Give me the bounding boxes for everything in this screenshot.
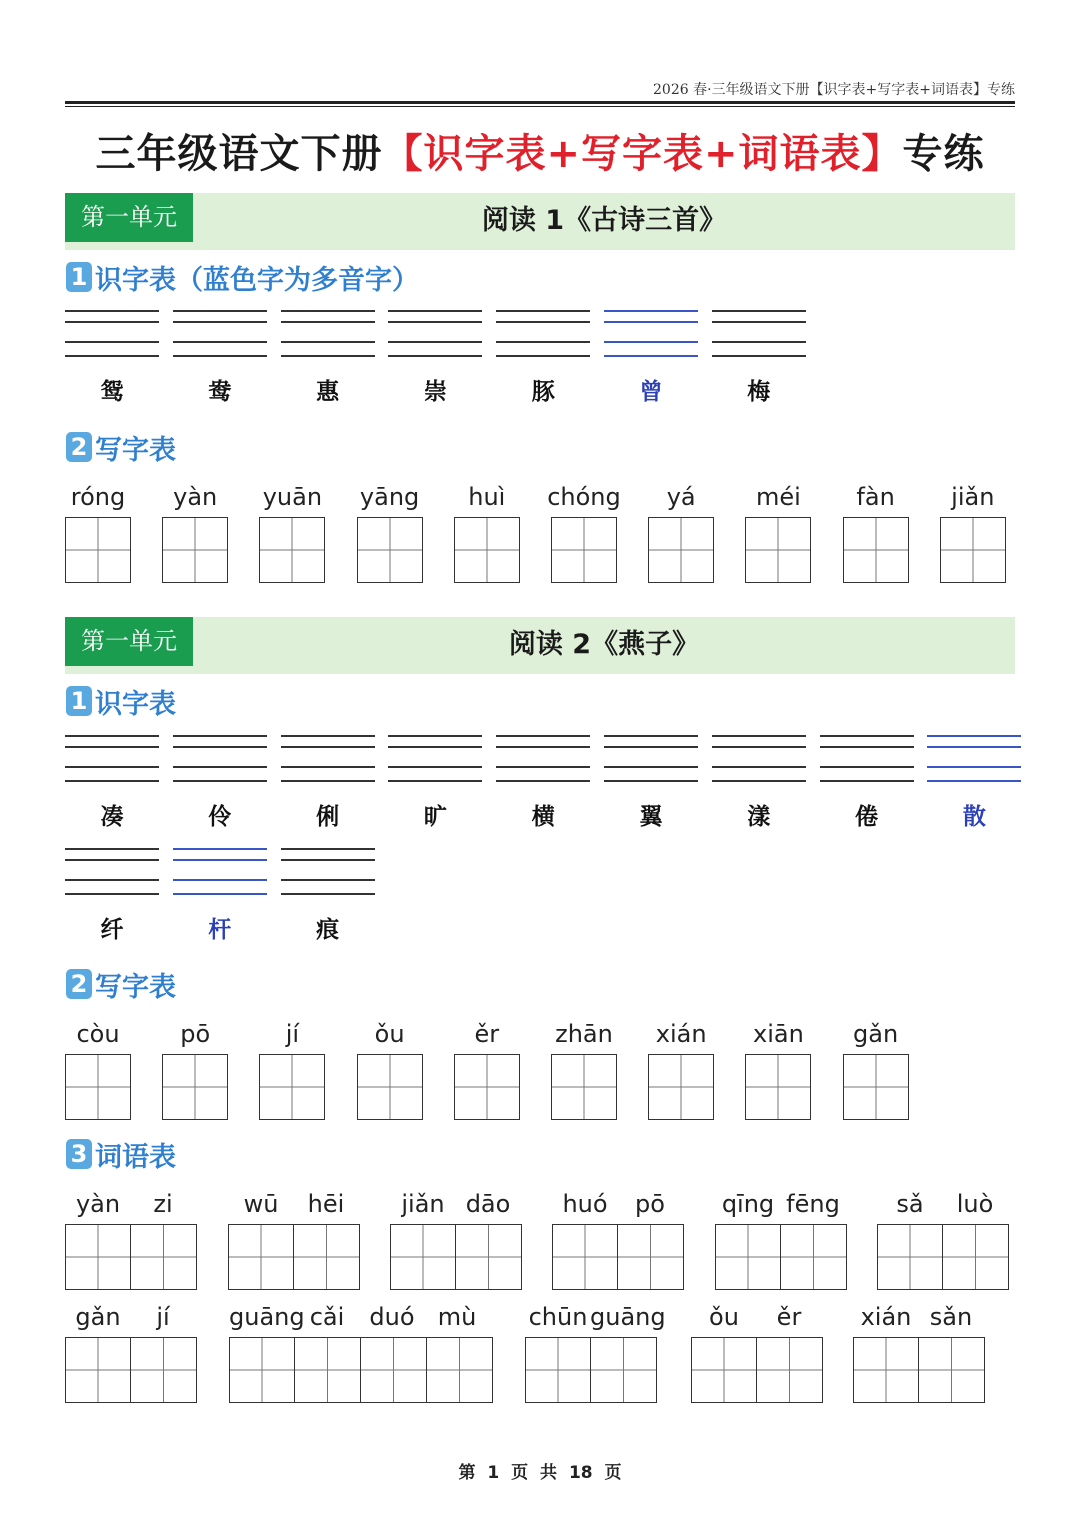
word-pinyin: sǎn — [929, 1303, 973, 1331]
writing-line — [604, 341, 698, 343]
recognize-character: 旷 — [423, 803, 447, 830]
lesson1-recognize-heading — [66, 260, 419, 294]
writing-grid-box — [361, 1337, 427, 1403]
writing-grid-box — [65, 1054, 131, 1120]
writing-line — [496, 321, 590, 323]
writing-line — [604, 780, 698, 782]
pinyin-label: xián — [655, 1020, 707, 1048]
writing-grid-box — [943, 1224, 1009, 1290]
word-pinyin: wū — [243, 1190, 279, 1218]
section-number-badge: 1 — [66, 262, 92, 292]
word-pinyin: pō — [635, 1190, 665, 1218]
recognize-character: 漾 — [747, 803, 771, 830]
title-right: 专练 — [902, 131, 985, 177]
writing-grid-box — [551, 517, 617, 583]
writing-grid-box — [757, 1337, 823, 1403]
word-grid-boxes — [65, 1337, 197, 1403]
pinyin-writing-lines — [496, 310, 590, 360]
writing-line — [65, 355, 159, 357]
writing-line — [604, 735, 698, 737]
writing-line — [388, 341, 482, 343]
writing-grid-box — [357, 1054, 423, 1120]
writing-grid-box — [294, 1224, 360, 1290]
writing-grid-box — [454, 1054, 520, 1120]
writing-line — [281, 341, 375, 343]
writing-line — [281, 859, 375, 861]
lesson2-title: 阅读 2《燕子》 — [508, 629, 700, 660]
recognize-character: 痕 — [316, 916, 340, 943]
section-title: 识字表 — [95, 688, 176, 720]
writing-grid-box — [551, 1054, 617, 1120]
writing-line — [496, 341, 590, 343]
recognize-character: 惠 — [316, 378, 340, 405]
writing-line — [65, 848, 159, 850]
word-grid-boxes — [390, 1224, 522, 1290]
pinyin-label: chóng — [547, 483, 621, 511]
pinyin-label: xiān — [752, 1020, 804, 1048]
pinyin-writing-lines — [604, 310, 698, 360]
writing-grid-box — [648, 517, 714, 583]
pinyin-label: róng — [70, 483, 126, 511]
pinyin-writing-lines — [388, 310, 482, 360]
pinyin-writing-lines — [65, 735, 159, 785]
word-pinyin: jiǎn — [401, 1190, 445, 1218]
writing-line — [820, 746, 914, 748]
word-grid-boxes — [853, 1337, 985, 1403]
writing-line — [496, 355, 590, 357]
writing-line — [173, 355, 267, 357]
pinyin-writing-lines — [712, 735, 806, 785]
writing-line — [65, 310, 159, 312]
writing-line — [173, 766, 267, 768]
pinyin-writing-lines — [712, 310, 806, 360]
recognize-character: 俐 — [316, 803, 340, 830]
section-title: 写字表 — [95, 434, 176, 466]
section-number-badge: 2 — [66, 432, 92, 462]
pinyin-label: ǒu — [374, 1020, 405, 1048]
writing-line — [65, 893, 159, 895]
lesson1-write-heading — [66, 430, 176, 464]
writing-grid-box — [648, 1054, 714, 1120]
pinyin-writing-lines — [388, 735, 482, 785]
word-pinyin: chūn — [528, 1303, 588, 1331]
writing-line — [388, 355, 482, 357]
writing-grid-box — [781, 1224, 847, 1290]
recognize-character: 鸯 — [208, 378, 232, 405]
writing-grid-box — [65, 1337, 131, 1403]
pinyin-label: zhān — [555, 1020, 613, 1048]
section-title: 识字表（蓝色字为多音字） — [95, 264, 419, 296]
recognize-character: 鸳 — [100, 378, 124, 405]
writing-line — [65, 321, 159, 323]
writing-grid-box — [357, 517, 423, 583]
page-title — [40, 122, 1040, 179]
writing-line — [496, 746, 590, 748]
word-pinyin: ěr — [776, 1303, 802, 1331]
writing-line — [388, 780, 482, 782]
writing-grid-box — [745, 517, 811, 583]
word-pinyin: guāng — [590, 1303, 666, 1331]
word-pinyin: hēi — [307, 1190, 345, 1218]
writing-grid-box — [843, 517, 909, 583]
writing-grid-box — [525, 1337, 591, 1403]
word-pinyin: qīng — [721, 1190, 775, 1218]
word-grid-boxes — [715, 1224, 847, 1290]
writing-line — [604, 746, 698, 748]
header-label: 2026 春·三年级语文下册【识字表+写字表+词语表】专练 — [653, 82, 1015, 98]
pinyin-writing-lines — [65, 848, 159, 898]
writing-line — [65, 735, 159, 737]
section-number-badge: 1 — [66, 686, 92, 716]
writing-line — [388, 746, 482, 748]
writing-line — [604, 766, 698, 768]
lesson2-write-heading — [66, 967, 176, 1001]
writing-grid-box — [940, 517, 1006, 583]
word-pinyin: guāng — [229, 1303, 305, 1331]
word-grid-boxes — [525, 1337, 657, 1403]
writing-line — [281, 310, 375, 312]
writing-line — [281, 766, 375, 768]
writing-line — [281, 879, 375, 881]
section-title: 词语表 — [95, 1141, 176, 1173]
writing-line — [281, 746, 375, 748]
word-pinyin: xián — [860, 1303, 912, 1331]
writing-line — [173, 321, 267, 323]
writing-line — [173, 310, 267, 312]
writing-line — [388, 735, 482, 737]
word-pinyin: yàn — [75, 1190, 121, 1218]
recognize-character: 曾 — [639, 378, 663, 405]
writing-grid-box — [456, 1224, 522, 1290]
writing-line — [388, 310, 482, 312]
writing-line — [281, 848, 375, 850]
writing-line — [65, 859, 159, 861]
header-rule-thin — [65, 106, 1015, 107]
writing-line — [173, 859, 267, 861]
writing-grid-box — [131, 1224, 197, 1290]
header-rule-thick — [65, 101, 1015, 104]
section-number-badge: 3 — [66, 1139, 92, 1169]
pinyin-writing-lines — [173, 310, 267, 360]
word-pinyin: mù — [437, 1303, 477, 1331]
writing-line — [281, 321, 375, 323]
writing-line — [65, 341, 159, 343]
pinyin-writing-lines — [173, 848, 267, 898]
word-pinyin: cǎi — [309, 1303, 345, 1331]
word-pinyin: ǒu — [709, 1303, 739, 1331]
pinyin-label: yàn — [173, 483, 218, 511]
writing-grid-box — [228, 1224, 294, 1290]
writing-line — [820, 766, 914, 768]
pinyin-writing-lines — [281, 735, 375, 785]
writing-line — [173, 341, 267, 343]
writing-line — [927, 766, 1021, 768]
word-pinyin: jí — [156, 1303, 170, 1331]
pinyin-label: fàn — [856, 483, 895, 511]
word-grid-boxes — [877, 1224, 1009, 1290]
pinyin-label: ěr — [474, 1020, 500, 1048]
writing-line — [173, 735, 267, 737]
writing-line — [927, 780, 1021, 782]
writing-line — [65, 766, 159, 768]
writing-grid-box — [591, 1337, 657, 1403]
pinyin-writing-lines — [496, 735, 590, 785]
recognize-character: 杆 — [208, 916, 232, 943]
writing-line — [65, 879, 159, 881]
recognize-character: 翼 — [639, 803, 663, 830]
writing-line — [281, 355, 375, 357]
pinyin-label: méi — [755, 483, 801, 511]
pinyin-label: jí — [285, 1020, 300, 1048]
pinyin-writing-lines — [820, 735, 914, 785]
writing-grid-box — [715, 1224, 781, 1290]
word-grid-boxes — [228, 1224, 360, 1290]
writing-line — [65, 746, 159, 748]
writing-line — [712, 310, 806, 312]
writing-line — [712, 321, 806, 323]
writing-grid-box — [552, 1224, 618, 1290]
writing-line — [820, 780, 914, 782]
writing-line — [173, 848, 267, 850]
writing-line — [712, 766, 806, 768]
writing-line — [281, 735, 375, 737]
writing-grid-box — [454, 517, 520, 583]
pinyin-label: gǎn — [853, 1020, 899, 1048]
writing-line — [388, 321, 482, 323]
recognize-character: 崇 — [423, 378, 447, 405]
word-grid-boxes — [691, 1337, 823, 1403]
writing-line — [712, 746, 806, 748]
writing-line — [388, 766, 482, 768]
word-grid-boxes — [552, 1224, 684, 1290]
word-pinyin: gǎn — [75, 1303, 121, 1331]
title-red: 【识字表+写字表+词语表】 — [382, 131, 903, 177]
writing-line — [496, 310, 590, 312]
writing-line — [496, 766, 590, 768]
writing-grid-box — [877, 1224, 943, 1290]
recognize-character: 纤 — [100, 916, 124, 943]
lesson2-words-heading — [66, 1137, 176, 1171]
writing-grid-box — [745, 1054, 811, 1120]
writing-grid-box — [162, 517, 228, 583]
writing-line — [173, 780, 267, 782]
writing-line — [604, 321, 698, 323]
writing-line — [173, 893, 267, 895]
word-pinyin: luò — [956, 1190, 994, 1218]
writing-line — [281, 893, 375, 895]
recognize-character: 倦 — [855, 803, 879, 830]
word-pinyin: fēng — [786, 1190, 840, 1218]
writing-line — [496, 780, 590, 782]
writing-grid-box — [853, 1337, 919, 1403]
title-left: 三年级语文下册 — [95, 131, 383, 177]
pinyin-label: yuān — [262, 483, 323, 511]
pinyin-writing-lines — [927, 735, 1021, 785]
recognize-character: 梅 — [747, 378, 771, 405]
pinyin-writing-lines — [65, 310, 159, 360]
pinyin-writing-lines — [281, 848, 375, 898]
writing-grid-box — [691, 1337, 757, 1403]
pinyin-writing-lines — [281, 310, 375, 360]
writing-line — [820, 735, 914, 737]
lesson2-recognize-heading — [66, 684, 176, 718]
writing-grid-box — [131, 1337, 197, 1403]
writing-grid-box — [618, 1224, 684, 1290]
writing-grid-box — [65, 517, 131, 583]
writing-grid-box — [390, 1224, 456, 1290]
pinyin-label: pō — [180, 1020, 211, 1048]
lesson1-title: 阅读 1《古诗三首》 — [481, 205, 727, 236]
writing-line — [496, 735, 590, 737]
word-pinyin: huó — [562, 1190, 608, 1218]
lesson2-banner — [65, 617, 1015, 674]
pinyin-label: huì — [468, 483, 506, 511]
section-title: 写字表 — [95, 971, 176, 1003]
writing-line — [712, 355, 806, 357]
writing-line — [281, 780, 375, 782]
recognize-character: 横 — [531, 803, 555, 830]
pinyin-label: còu — [76, 1020, 120, 1048]
word-grid-boxes — [229, 1337, 493, 1403]
pinyin-writing-lines — [604, 735, 698, 785]
writing-grid-box — [229, 1337, 295, 1403]
writing-grid-box — [259, 517, 325, 583]
pinyin-writing-lines — [173, 735, 267, 785]
writing-line — [173, 746, 267, 748]
lesson1-banner — [65, 193, 1015, 250]
word-pinyin: duó — [369, 1303, 415, 1331]
section-number-badge: 2 — [66, 969, 92, 999]
word-pinyin: sǎ — [896, 1190, 924, 1218]
recognize-character: 凑 — [100, 803, 124, 830]
writing-line — [927, 735, 1021, 737]
lesson1-unit-tag: 第一单元 — [65, 193, 193, 242]
writing-grid-box — [427, 1337, 493, 1403]
writing-line — [927, 746, 1021, 748]
pinyin-label: jiǎn — [951, 483, 995, 511]
writing-line — [712, 735, 806, 737]
writing-grid-box — [162, 1054, 228, 1120]
recognize-character: 豚 — [531, 378, 555, 405]
writing-line — [604, 355, 698, 357]
recognize-character: 伶 — [208, 803, 232, 830]
writing-line — [712, 780, 806, 782]
pinyin-label: yāng — [359, 483, 420, 511]
lesson2-unit-tag: 第一单元 — [65, 617, 193, 666]
word-pinyin: dāo — [465, 1190, 511, 1218]
recognize-character: 散 — [962, 803, 986, 830]
writing-line — [604, 310, 698, 312]
word-pinyin: zi — [153, 1190, 173, 1218]
writing-grid-box — [919, 1337, 985, 1403]
pinyin-label: yá — [666, 483, 696, 511]
writing-grid-box — [843, 1054, 909, 1120]
word-grid-boxes — [65, 1224, 197, 1290]
writing-line — [65, 780, 159, 782]
writing-line — [173, 879, 267, 881]
writing-line — [712, 341, 806, 343]
writing-grid-box — [259, 1054, 325, 1120]
writing-grid-box — [65, 1224, 131, 1290]
page-footer: 第 1 页 共 18 页 — [458, 1463, 622, 1483]
writing-grid-box — [295, 1337, 361, 1403]
